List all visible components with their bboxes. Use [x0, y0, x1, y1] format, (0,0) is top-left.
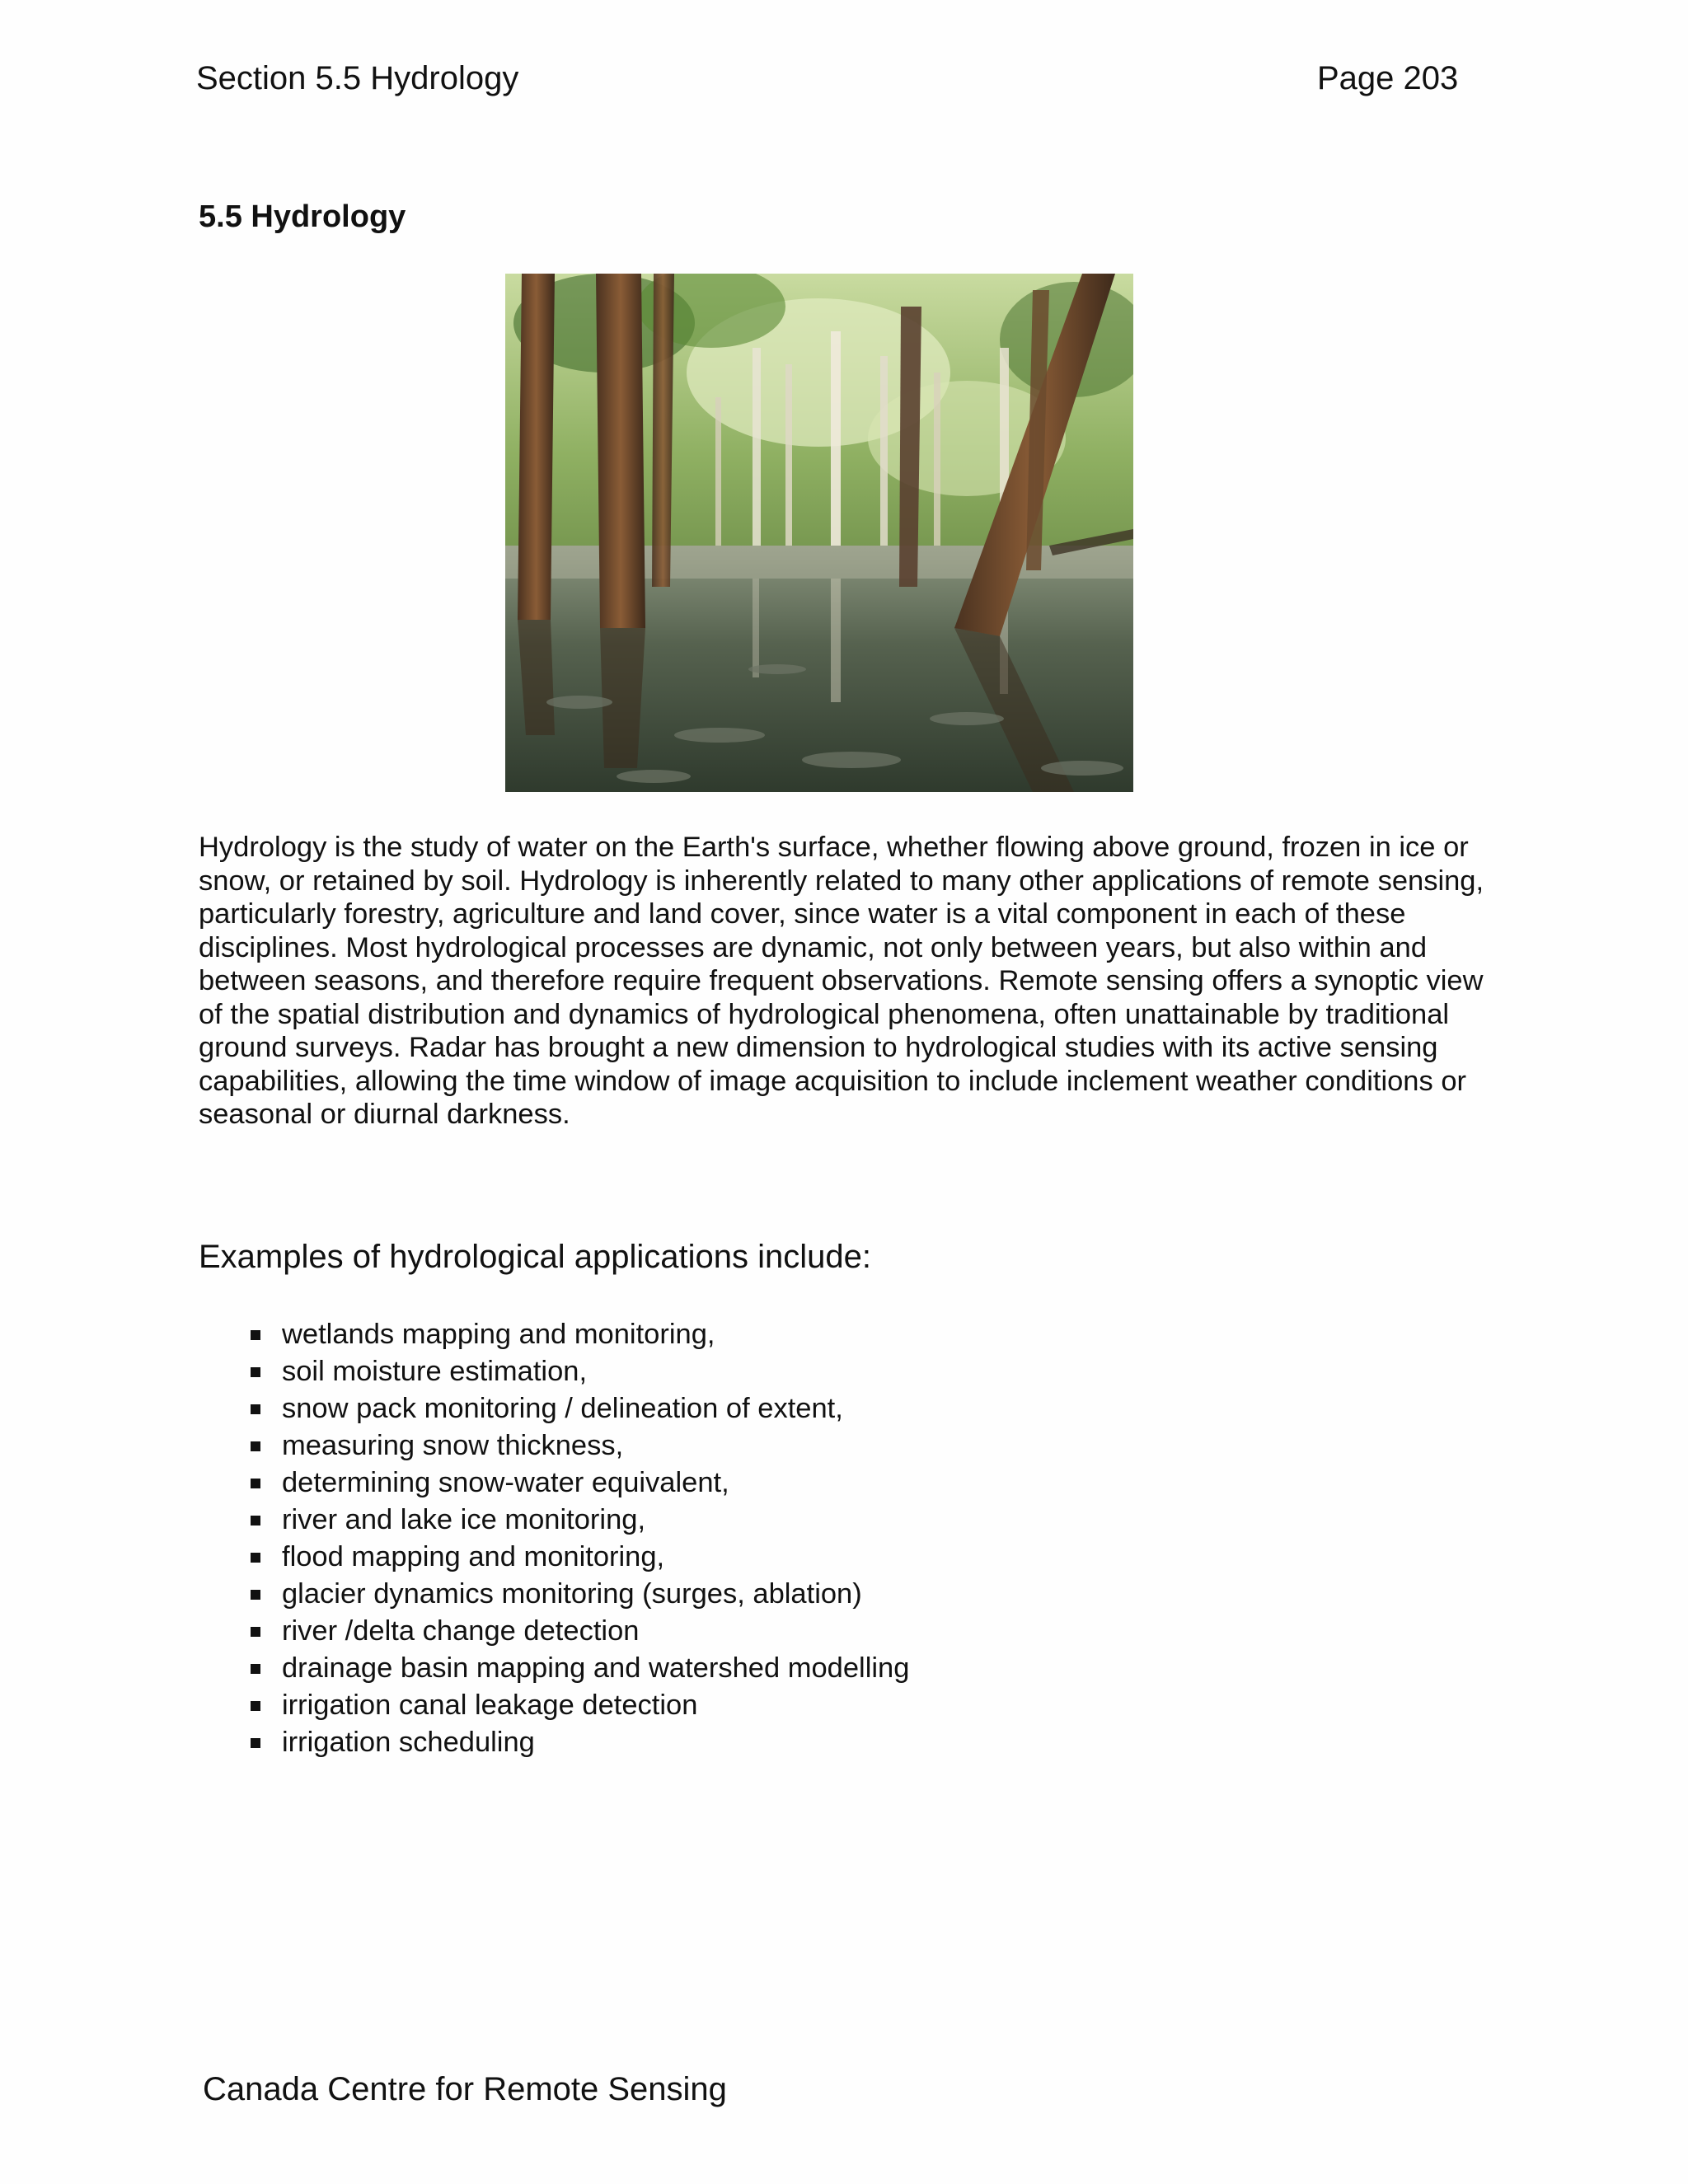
list-item-text: drainage basin mapping and watershed modelling — [282, 1652, 910, 1684]
intro-paragraph: Hydrology is the study of water on the Earth's surface, whether flowing above ground, frozen in ice or snow, or retained by soil. Hydrology is inherently related to many other applications of remote sensing, particularly forestry, agriculture and land cover, since water is a vital component in each of these disciplines. Most hydrological processes are dynamic, not only between years, but also within and between seasons, and therefore require frequent observations. Remote sensing offers a synoptic view of the spatial distribution and dynamics of hydrological phenomena, often unattainable by traditional ground surveys. Radar has brought a new dimension to hydrological studies with its active sensing capabilities, allowing the time window of image acquisition to include inclement weather conditions or seasonal or diurnal darkness. — [199, 832, 1484, 1130]
square-bullet-icon — [251, 1590, 260, 1600]
square-bullet-icon — [251, 1367, 260, 1377]
running-header-page-number: Page 203 — [1317, 60, 1459, 96]
list-item-text: soil moisture estimation, — [282, 1356, 588, 1387]
square-bullet-icon — [251, 1330, 260, 1340]
square-bullet-icon — [251, 1701, 260, 1711]
list-item — [247, 1576, 909, 1613]
square-bullet-icon — [251, 1441, 260, 1451]
footer-organization: Canada Centre for Remote Sensing — [203, 2071, 727, 2107]
square-bullet-icon — [251, 1479, 260, 1488]
square-bullet-icon — [251, 1627, 260, 1637]
list-item — [247, 1539, 909, 1576]
list-item-text: wetlands mapping and monitoring, — [282, 1319, 715, 1350]
running-header-section: Section 5.5 Hydrology — [196, 60, 519, 96]
examples-intro: Examples of hydrological applications include: — [199, 1239, 872, 1275]
list-item-text: determining snow-water equivalent, — [282, 1467, 729, 1498]
list-item-text: irrigation scheduling — [282, 1727, 535, 1758]
list-item-text: river and lake ice monitoring, — [282, 1504, 646, 1535]
list-item — [247, 1502, 909, 1539]
list-item-text: glacier dynamics monitoring (surges, ablation) — [282, 1578, 862, 1610]
list-item — [247, 1390, 909, 1427]
list-item — [247, 1724, 909, 1761]
square-bullet-icon — [251, 1664, 260, 1674]
list-item — [247, 1687, 909, 1724]
list-item-text: river /delta change detection — [282, 1615, 640, 1647]
square-bullet-icon — [251, 1404, 260, 1414]
list-item-text: measuring snow thickness, — [282, 1430, 624, 1461]
list-item — [247, 1650, 909, 1687]
square-bullet-icon — [251, 1553, 260, 1563]
list-item-text: flood mapping and monitoring, — [282, 1541, 665, 1572]
list-item — [247, 1613, 909, 1650]
list-item-text: snow pack monitoring / delineation of extent, — [282, 1393, 843, 1424]
list-item — [247, 1427, 909, 1465]
list-item — [247, 1353, 909, 1390]
flooded-forest-photo — [505, 274, 1133, 792]
section-title: 5.5 Hydrology — [199, 199, 406, 234]
square-bullet-icon — [251, 1738, 260, 1748]
examples-list — [247, 1316, 909, 1761]
list-item — [247, 1465, 909, 1502]
square-bullet-icon — [251, 1516, 260, 1526]
list-item-text: irrigation canal leakage detection — [282, 1690, 698, 1721]
list-item — [247, 1316, 909, 1353]
